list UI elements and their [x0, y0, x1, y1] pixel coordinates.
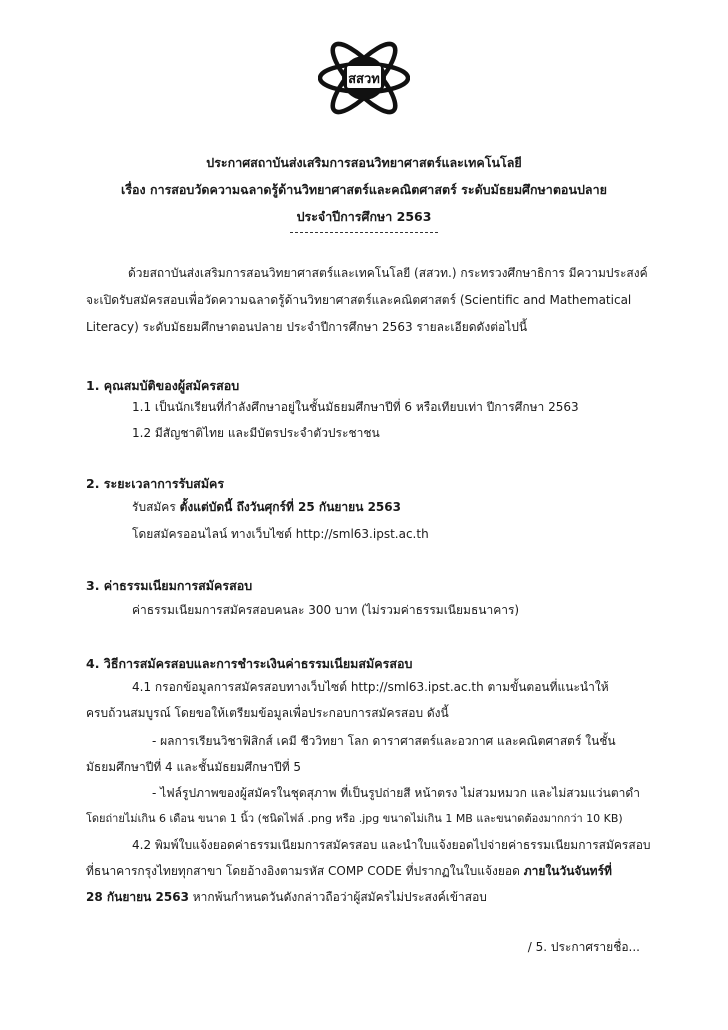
- section-4-2-line-2-text: ที่ธนาคารกรุงไทยทุกสาขา โดยอ้างอิงตามรหัส COMP CODE ที่ปรากฏในใบแจ้งยอด: [86, 864, 524, 878]
- section-2-title: 2. ระยะเวลาการรับสมัคร: [86, 476, 225, 491]
- section-4-bullet-1-line-2: มัธยมศึกษาปีที่ 4 และชั้นมัธยมศึกษาปีที่ 5: [86, 760, 302, 774]
- section-2-line-1-prefix: รับสมัคร: [132, 500, 180, 514]
- section-4-bullet-2-line-2: โดยถ่ายไม่เกิน 6 เดือน ขนาด 1 นิ้ว (ชนิดไฟล์ .png หรือ .jpg ขนาดไม่เกิน 1 MB และขนาดต้องมากกว่า 10 KB): [86, 812, 623, 825]
- intro-line-1: ด้วยสถาบันส่งเสริมการสอนวิทยาศาสตร์และเทคโนโลยี (สสวท.) กระทรวงศึกษาธิการ มีความประสงค์: [128, 266, 648, 280]
- announcement-title: ประกาศสถาบันส่งเสริมการสอนวิทยาศาสตร์และเทคโนโลยี: [206, 155, 522, 170]
- ipst-logo: [318, 22, 410, 140]
- section-4-1-line-2: ครบถ้วนสมบูรณ์ โดยขอให้เตรียมข้อมูลเพื่อประกอบการสมัครสอบ ดังนี้: [86, 706, 449, 720]
- intro-line-3: Literacy) ระดับมัธยมศึกษาตอนปลาย ประจำปีการศึกษา 2563 รายละเอียดดังต่อไปนี้: [86, 320, 528, 334]
- section-2-line-1: [132, 500, 401, 515]
- section-2-deadline: ตั้งแต่บัดนี้ ถึงวันศุกร์ที่ 25 กันยายน 2563: [179, 500, 401, 514]
- section-3-line-1: ค่าธรรมเนียมการสมัครสอบคนละ 300 บาท (ไม่รวมค่าธรรมเนียมธนาคาร): [132, 603, 520, 617]
- section-4-2-line-1: 4.2 พิมพ์ใบแจ้งยอดค่าธรรมเนียมการสมัครสอบ และนำใบแจ้งยอดไปจ่ายค่าธรรมเนียมการสมัครสอบ: [132, 838, 651, 852]
- section-3-title: 3. ค่าธรรมเนียมการสมัครสอบ: [86, 578, 253, 593]
- continued-note: / 5. ประกาศรายชื่อ...: [527, 940, 640, 954]
- section-1-item-2: 1.2 มีสัญชาติไทย และมีบัตรประจำตัวประชาชน: [132, 426, 380, 440]
- section-4-title: 4. วิธีการสมัครสอบและการชำระเงินค่าธรรมเนียมสมัครสอบ: [86, 656, 413, 671]
- section-4-2-line-3: [86, 890, 487, 905]
- section-2-line-2: โดยสมัครออนไลน์ ทางเว็บไซต์ http://sml63.ipst.ac.th: [132, 527, 429, 541]
- section-4-bullet-2-line-1: - ไฟล์รูปภาพของผู้สมัครในชุดสุภาพ ที่เป็นรูปถ่ายสี หน้าตรง ไม่สวมหมวก และไม่สวมแว่นตาดำ: [152, 786, 640, 800]
- section-4-1-line-1: 4.1 กรอกข้อมูลการสมัครสอบทางเว็บไซต์ http://sml63.ipst.ac.th ตามขั้นตอนที่แนะนำให้: [132, 680, 609, 694]
- header-divider: [290, 232, 438, 233]
- section-1-title: 1. คุณสมบัติของผู้สมัครสอบ: [86, 378, 240, 393]
- announcement-subject: เรื่อง การสอบวัดความฉลาดรู้ด้านวิทยาศาสตร์และคณิตศาสตร์ ระดับมัธยมศึกษาตอนปลาย: [121, 182, 607, 197]
- section-4-bullet-1-line-1: - ผลการเรียนวิชาฟิสิกส์ เคมี ชีววิทยา โลก ดาราศาสตร์และอวกาศ และคณิตศาสตร์ ในชั้น: [152, 734, 616, 748]
- section-4-2-deadline-start: ภายในวันจันทร์ที่: [523, 864, 612, 878]
- section-4-2-line-3-text: หากพ้นกำหนดวันดังกล่าวถือว่าผู้สมัครไม่ประสงค์เข้าสอบ: [188, 890, 487, 904]
- intro-line-2: จะเปิดรับสมัครสอบเพื่อวัดความฉลาดรู้ด้านวิทยาศาสตร์และคณิตศาสตร์ (Scientific and Mathematical: [86, 293, 632, 307]
- section-1-item-1: 1.1 เป็นนักเรียนที่กำลังศึกษาอยู่ในชั้นมัธยมศึกษาปีที่ 6 หรือเทียบเท่า ปีการศึกษา 2563: [132, 400, 579, 414]
- logo-text: สสวท: [348, 72, 380, 87]
- section-4-2-line-2: [86, 864, 612, 879]
- announcement-year: ประจำปีการศึกษา 2563: [296, 209, 432, 224]
- section-4-2-deadline-date: 28 กันยายน 2563: [86, 890, 189, 904]
